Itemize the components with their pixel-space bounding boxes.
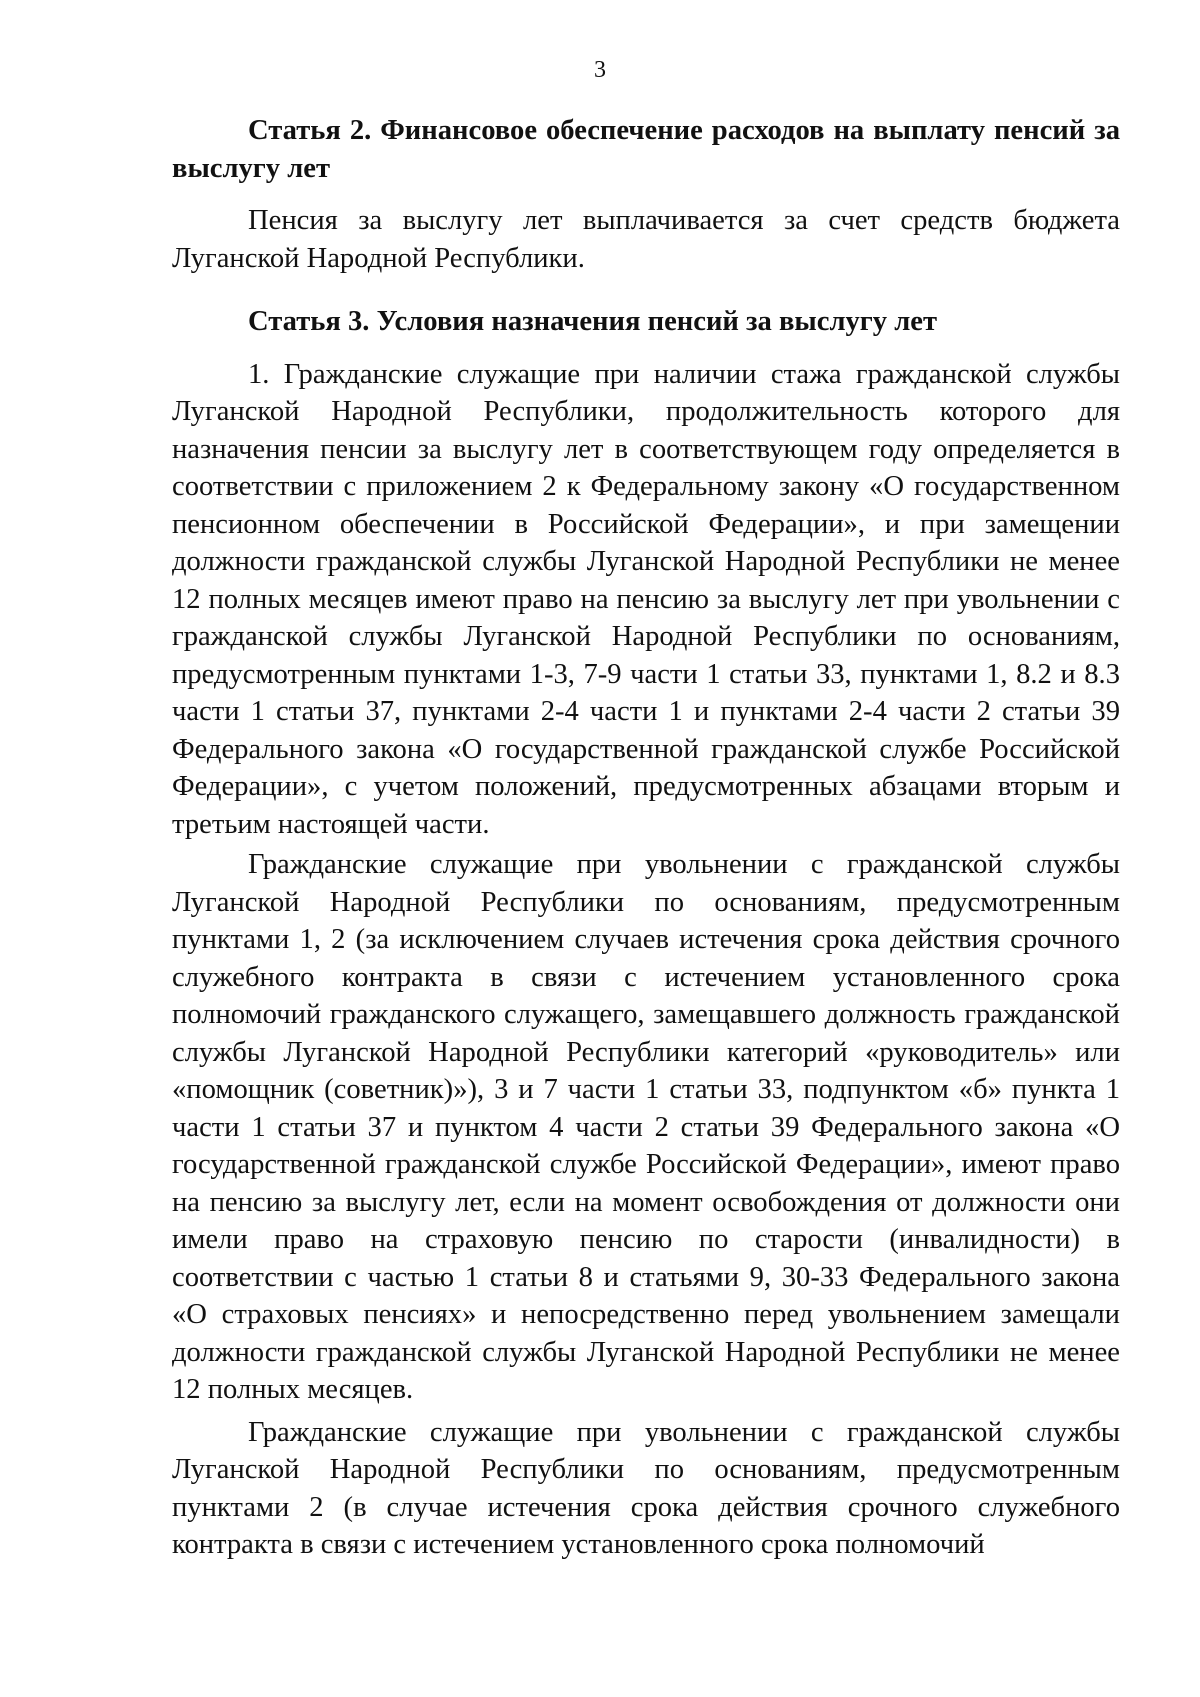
article-2-heading: Статья 2. Финансовое обеспечение расходов на выплату пенсий за выслугу лет (172, 115, 1120, 184)
article-3-paragraph-1: 1. Гражданские служащие при наличии стажа гражданской службы Луганской Народной Республики, продолжительность которого для назначения пенсии за выслугу лет в соответствующем году определяется в соответствии с приложением 2 к Федеральному закону «О государственном пенсионном обеспечении в Российской Федерации», и при замещении должности гражданской службы Луганской Народной Республики не менее 12 полных месяцев имеют право на пенсию за выслугу лет при увольнении с гражданской службы Луганской Народной Республики по основаниям, предусмотренным пунктами 1-3, 7-9 части 1 статьи 33, пунктами 1, 8.2 и 8.3 части 1 статьи 37, пунктами 2-4 части 1 и пунктами 2-4 части 2 статьи 39 Федерального закона «О государственной гражданской службе Российской Федерации», с учетом положений, предусмотренных абзацами вторым и третьим настоящей части. (172, 358, 1120, 840)
article-3-paragraph-3: Гражданские служащие при увольнении с гражданской службы Луганской Народной Республики по основаниям, предусмотренным пунктами 2 (в случае истечения срока действия срочного служебного контракта в связи с истечением установленного срока полномочий (172, 1416, 1120, 1560)
article-3-heading: Статья 3. Условия назначения пенсий за выслугу лет (248, 306, 937, 337)
article-3-paragraph-2: Гражданские служащие при увольнении с гражданской службы Луганской Народной Республики по основаниям, предусмотренным пунктами 1, 2 (за исключением случаев истечения срока действия срочного служебного контракта в связи с истечением установленного срока полномочий гражданского служащего, замещавшего должность гражданской службы Луганской Народной Республики категорий «руководитель» или «помощник (советник)»), 3 и 7 части 1 статьи 33, подпунктом «б» пункта 1 части 1 статьи 37 и пунктом 4 части 2 статьи 39 Федерального закона «О государственной гражданской службе Российской Федерации», имеют право на пенсию за выслугу лет, если на момент освобождения от должности они имели право на страховую пенсию по старости (инвалидности) в соответствии с частью 1 статьи 8 и статьями 9, 30-33 Федерального закона «О страховых пенсиях» и непосредственно перед увольнением замещали должности гражданской службы Луганской Народной Республики не менее 12 полных месяцев. (172, 849, 1120, 1405)
article-2-paragraph-1: Пенсия за выслугу лет выплачивается за счет средств бюджета Луганской Народной Республики. (172, 205, 1120, 274)
page-number: 3 (594, 57, 606, 83)
document-body (172, 112, 1120, 1564)
